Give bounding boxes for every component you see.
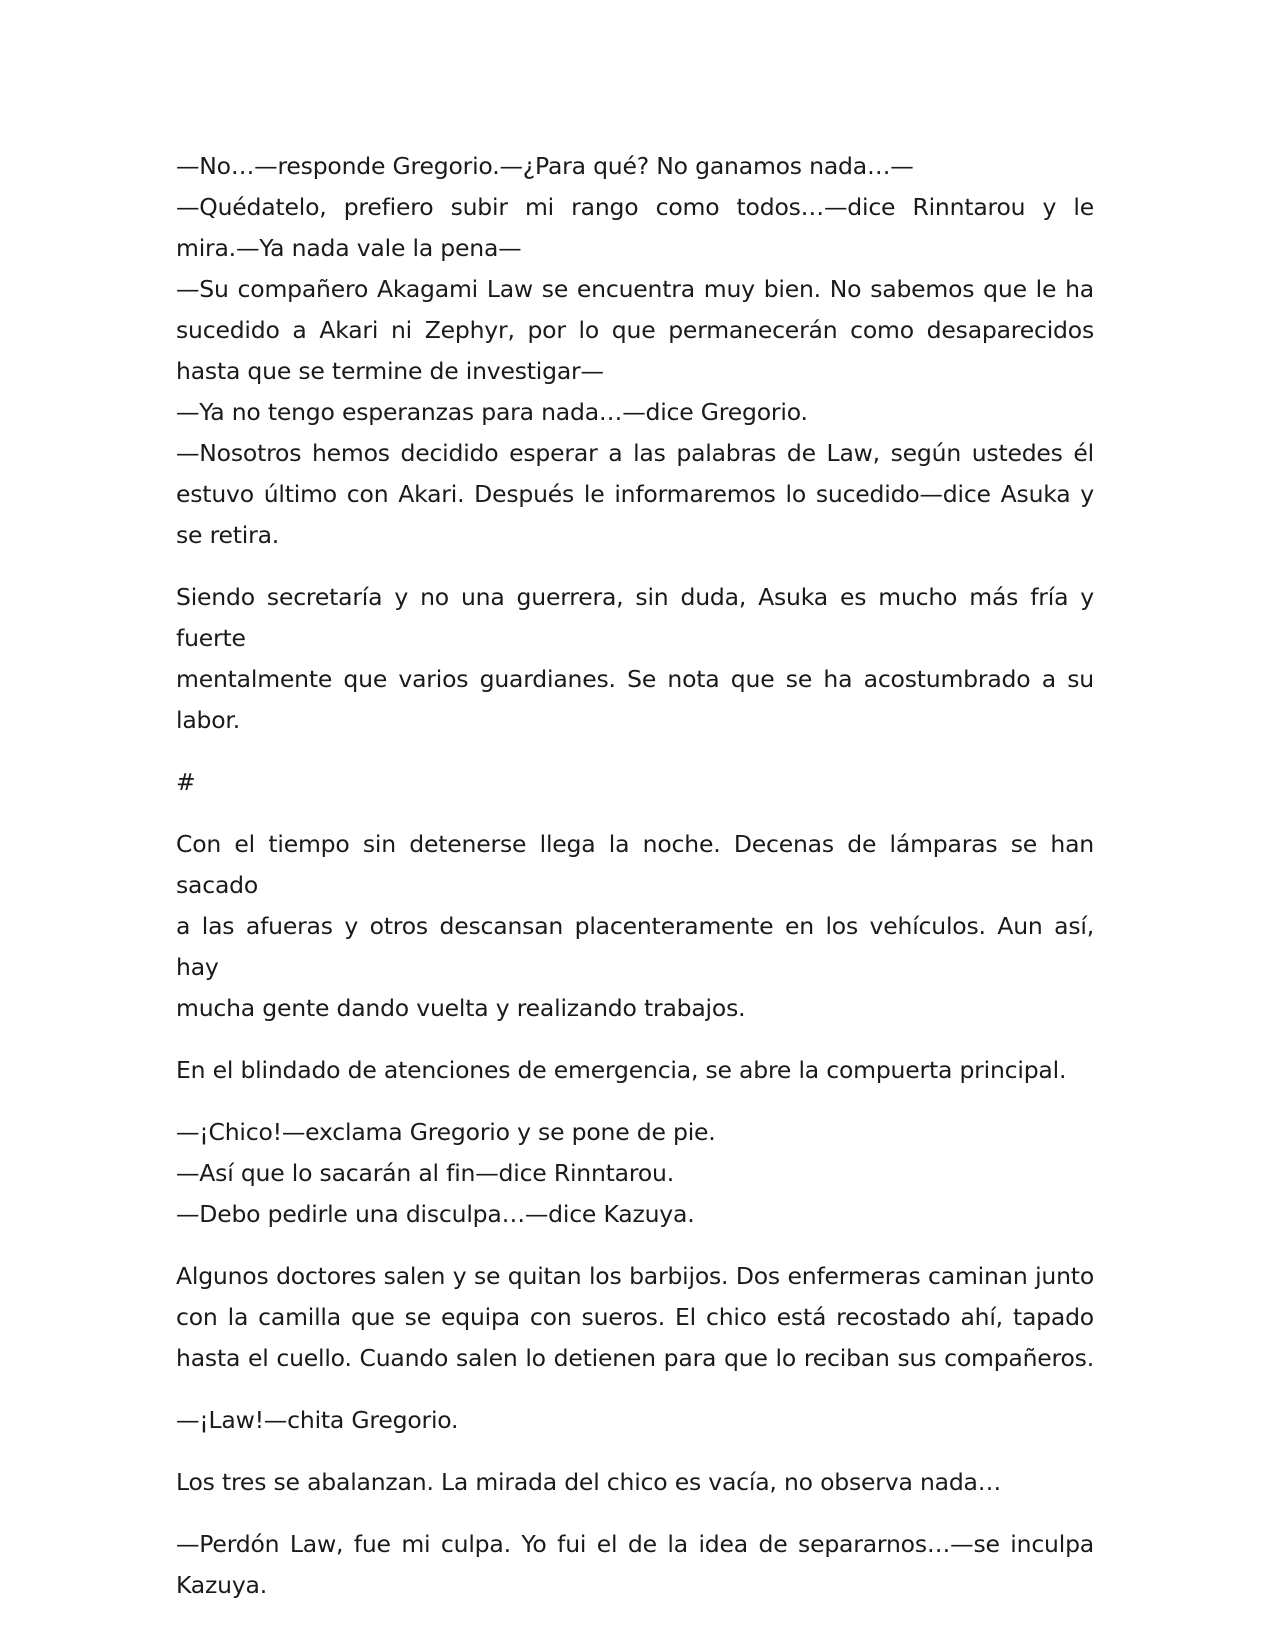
paragraph-line: hasta el cuello. Cuando salen lo detienen para que lo reciban sus compañeros.	[176, 1344, 1094, 1372]
paragraph-line: a las afueras y otros descansan placenteramente en los vehículos. Aun así, hay	[176, 912, 1094, 981]
paragraph-line: mucha gente dando vuelta y realizando trabajos.	[176, 994, 746, 1022]
paragraph-gap	[176, 1503, 1094, 1524]
paragraph-line: Algunos doctores salen y se quitan los barbijos. Dos enfermeras caminan junto	[176, 1262, 1094, 1290]
dialogue-line: —Debo pedirle una disculpa…—dice Kazuya.	[176, 1200, 695, 1228]
paragraph-gap	[176, 1379, 1094, 1400]
dialogue-line: —¡Chico!—exclama Gregorio y se pone de pie.	[176, 1118, 716, 1146]
dialogue-line: —¡Law!—chita Gregorio.	[176, 1406, 459, 1434]
dialogue-line: —Su compañero Akagami Law se encuentra muy bien. No sabemos que le ha	[176, 275, 1094, 303]
document-text	[176, 146, 1094, 1606]
paragraph-line: Con el tiempo sin detenerse llega la noche. Decenas de lámparas se han sacado	[176, 830, 1094, 899]
paragraph-line: mentalmente que varios guardianes. Se nota que se ha acostumbrado a su	[176, 665, 1094, 693]
paragraph-gap	[176, 1091, 1094, 1112]
dialogue-line: —Así que lo sacarán al fin—dice Rinntarou.	[176, 1159, 674, 1187]
paragraph-gap	[176, 741, 1094, 762]
dialogue-line: Kazuya.	[176, 1571, 268, 1599]
dialogue-line: —No…—responde Gregorio.—¿Para qué? No ganamos nada…—	[176, 152, 914, 180]
dialogue-line: estuvo último con Akari. Después le informaremos lo sucedido—dice Asuka y	[176, 480, 1094, 508]
paragraph-gap	[176, 1029, 1094, 1050]
paragraph-gap	[176, 803, 1094, 824]
dialogue-line: —Ya no tengo esperanzas para nada…—dice Gregorio.	[176, 398, 808, 426]
paragraph-line: Siendo secretaría y no una guerrera, sin duda, Asuka es mucho más fría y fuerte	[176, 583, 1094, 652]
paragraph-gap	[176, 556, 1094, 577]
dialogue-line: se retira.	[176, 521, 280, 549]
paragraph-line: con la camilla que se equipa con sueros. El chico está recostado ahí, tapado	[176, 1303, 1094, 1331]
scene-break: #	[176, 768, 196, 796]
dialogue-line: sucedido a Akari ni Zephyr, por lo que permanecerán como desaparecidos	[176, 316, 1094, 344]
paragraph-gap	[176, 1441, 1094, 1462]
dialogue-line: —Quédatelo, prefiero subir mi rango como todos…—dice Rinntarou y le	[176, 193, 1094, 221]
dialogue-line: —Perdón Law, fue mi culpa. Yo fui el de la idea de separarnos…—se inculpa	[176, 1530, 1094, 1558]
dialogue-line: —Nosotros hemos decidido esperar a las palabras de Law, según ustedes él	[176, 439, 1094, 467]
paragraph-line: En el blindado de atenciones de emergencia, se abre la compuerta principal.	[176, 1056, 1067, 1084]
paragraph-line: Los tres se abalanzan. La mirada del chico es vacía, no observa nada…	[176, 1468, 1002, 1496]
paragraph-gap	[176, 1235, 1094, 1256]
paragraph-line: labor.	[176, 706, 240, 734]
dialogue-line: mira.—Ya nada vale la pena—	[176, 234, 522, 262]
dialogue-line: hasta que se termine de investigar—	[176, 357, 604, 385]
